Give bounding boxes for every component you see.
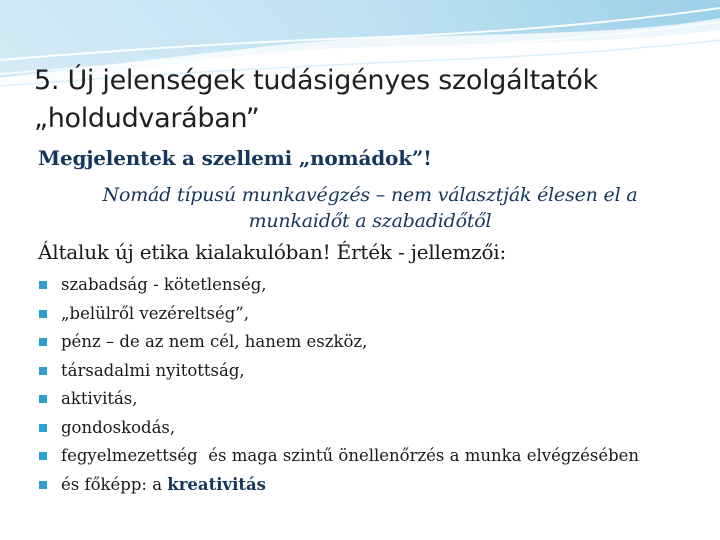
list-item [38, 271, 639, 300]
italic-note-line-2: munkaidőt a szabadidőtől [248, 210, 492, 232]
square-bullet-icon [39, 310, 47, 318]
subheading: Megjelentek a szellemi „nomádok”! [38, 146, 432, 170]
italic-note-line-1: Nomád típusú munkavégzés – nem választják élesen el a [102, 184, 638, 206]
list-item [38, 414, 639, 443]
square-bullet-icon [39, 452, 47, 460]
list-item-text: szabadság - kötetlenség, [61, 275, 267, 294]
list-item [38, 442, 639, 471]
list-item [38, 385, 639, 414]
square-bullet-icon [39, 424, 47, 432]
list-item-text: gondoskodás, [61, 417, 176, 437]
list-item-text: társadalmi nyitottság, [61, 360, 245, 380]
list-item [38, 471, 639, 500]
list-item-text-prefix: és főképp: a [61, 474, 168, 494]
list-item-text: fegyelmezettség és maga szintű önellenőrzés a munka elvégzésében [61, 446, 640, 465]
list-item [38, 328, 639, 357]
list-item [38, 300, 639, 329]
lead-text: Általuk új etika kialakulóban! Érték - jellemzői: [38, 240, 507, 264]
emphasis-creativity: kreativitás [167, 474, 266, 494]
bullet-list [38, 271, 639, 499]
slide-title-line-1: 5. Új jelenségek tudásigényes szolgáltatók [34, 65, 598, 96]
list-item [38, 357, 639, 386]
slide-title [34, 62, 694, 138]
list-item-text: „belülről vezéreltség”, [61, 303, 249, 323]
square-bullet-icon [39, 395, 47, 403]
italic-note [80, 182, 660, 234]
square-bullet-icon [39, 338, 47, 346]
square-bullet-icon [39, 281, 47, 289]
square-bullet-icon [39, 367, 47, 375]
slide-title-line-2: „holdudvarában” [34, 103, 260, 134]
list-item-text: aktivitás, [61, 389, 138, 408]
list-item-text: pénz – de az nem cél, hanem eszköz, [61, 332, 368, 351]
square-bullet-icon [39, 481, 47, 489]
